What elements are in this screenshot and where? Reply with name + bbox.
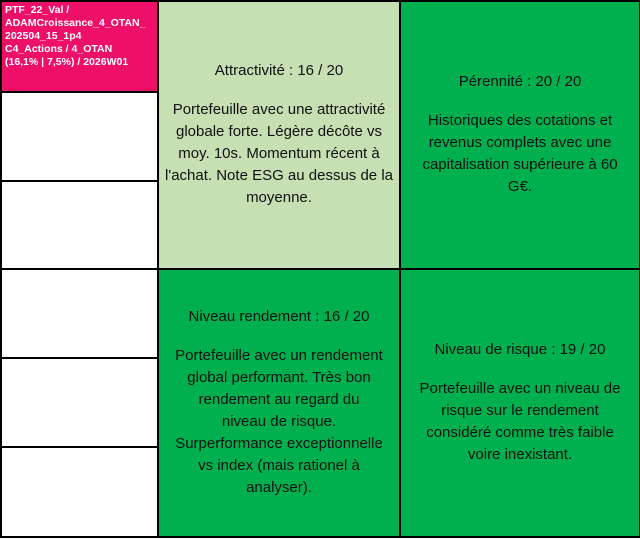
portfolio-id-line: (16,1% | 7,5%) / 2026W01: [5, 56, 129, 68]
portfolio-id-line: ADAMCroissance_4_OTAN_: [5, 17, 146, 29]
risque-description: Portefeuille avec un niveau de risque sur le rendement considéré comme très faible voire inexistant.: [419, 380, 621, 463]
rendement-title: Niveau rendement : 16 / 20: [188, 308, 370, 325]
rendement-description: Portefeuille avec un rendement global performant. Très bon rendement au regard du niveau de risque. Surperformance exceptionnelle vs index (mais rationel à analyser).: [175, 347, 383, 496]
portfolio-column: [1, 1, 158, 539]
attractivite-description: Portefeuille avec une attractivité globale forte. Légère décôte vs moy. 10s. Momentum récent à l'achat. Note ESG au dessus de la moyenne.: [165, 101, 393, 206]
empty-cell: [1, 447, 158, 537]
perennite-description: Historiques des cotations et revenus complets avec une capitalisation supérieure à 60 G€.: [422, 112, 618, 195]
empty-cell: [1, 92, 158, 181]
risque-card: [400, 269, 640, 537]
perennite-card: [400, 1, 640, 269]
risque-title: Niveau de risque : 19 / 20: [434, 341, 606, 358]
rendement-card: [158, 269, 400, 537]
portfolio-id-header: [1, 1, 158, 92]
empty-cell: [1, 358, 158, 447]
portfolio-id-line: C4_Actions / 4_OTAN: [5, 43, 113, 55]
attractivite-title: Attractivité : 16 / 20: [214, 62, 344, 79]
portfolio-id-line: 202504_15_1p4: [5, 30, 82, 42]
empty-cell: [1, 181, 158, 269]
attractivite-card: [158, 1, 400, 269]
empty-cell: [1, 269, 158, 358]
portfolio-id-line: PTF_22_Val /: [5, 4, 70, 16]
perennite-title: Pérennité : 20 / 20: [458, 73, 582, 90]
